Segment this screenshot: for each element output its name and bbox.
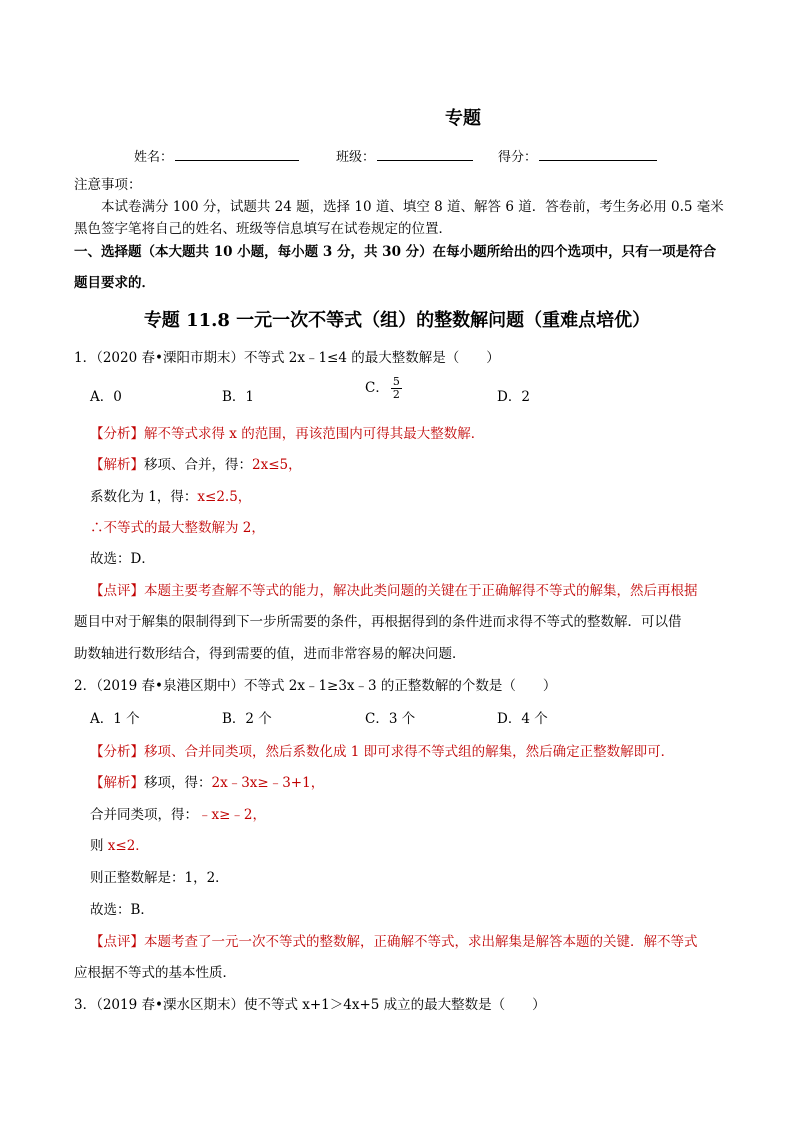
- score-field: [498, 146, 657, 165]
- score-label: 得分：: [498, 150, 538, 165]
- class-field: [336, 146, 473, 165]
- q2-step-2-expr: ﹣x≥﹣2，: [198, 807, 267, 823]
- q1-step-2-expr: x≤2.5，: [197, 489, 252, 505]
- q1-step-2: [90, 485, 251, 505]
- q1-solution-expr: 2x≤5，: [252, 457, 302, 473]
- q1-comment-text-1: 【点评】本题主要考查解不等式的能力，解决此类问题的关键在于正确解得不等式的解集，然后再根据: [90, 583, 698, 599]
- q1-answer: 故选：D．: [90, 551, 155, 567]
- notice-heading: 注意事项：: [74, 177, 142, 193]
- score-blank[interactable]: [539, 148, 657, 161]
- q2-solution-text: 移项，得：: [144, 775, 212, 791]
- q1-step-2-text: 系数化为 1，得：: [90, 489, 198, 505]
- q2-step-2: [90, 803, 266, 823]
- q2-stem: 2．（2019 春•泉港区期中）不等式 2x﹣1≥3x﹣3 的正整数解的个数是（ ）: [74, 678, 557, 694]
- q1-analysis: 【分析】解不等式求得 x 的范围，再该范围内可得其最大整数解．: [90, 426, 485, 442]
- q1-comment-line-1: [90, 579, 698, 599]
- q2-option-a[interactable]: A．1 个: [90, 711, 140, 727]
- q2-answer: 故选：B．: [90, 902, 154, 918]
- q2-option-d[interactable]: D．4 个: [497, 711, 548, 727]
- section-heading-line-1: 一、选择题（本大题共 10 小题，每小题 3 分，共 30 分）在每小题所给出的四个选项中，只有一项是符合: [74, 244, 717, 260]
- notice-line-2: 黑色签字笔将自己的姓名、班级等信息填写在试卷规定的位置．: [74, 221, 452, 237]
- q2-step-3: [90, 834, 149, 854]
- name-label: 姓名：: [134, 150, 174, 165]
- fraction-denominator: 2: [392, 388, 400, 401]
- q1-stem: 1．（2020 春•溧阳市期末）不等式 2x﹣1≤4 的最大整数解是（ ）: [74, 350, 500, 366]
- page-title: 专题: [445, 108, 481, 129]
- q1-option-b[interactable]: B．1: [222, 389, 255, 405]
- q2-option-c[interactable]: C．3 个: [365, 711, 416, 727]
- notice-line-1: 本试卷满分 100 分，试题共 24 题，选择 10 道、填空 8 道、解答 6 道．答卷前，考生务必用 0.5 毫米: [101, 199, 724, 215]
- q2-analysis: 【分析】移项、合并同类项，然后系数化成 1 即可求得不等式组的解集，然后确定正整数解即可．: [90, 744, 675, 760]
- q1-step-3: ∴不等式的最大整数解为 2，: [90, 520, 265, 536]
- section-heading-line-2: 题目要求的．: [74, 275, 155, 291]
- q1-comment-line-2: 题目中对于解集的限制得到下一步所需要的条件，再根据得到的条件进而求得不等式的整数解．可以借: [74, 614, 682, 630]
- q1-option-d[interactable]: D．2: [497, 389, 530, 405]
- q1-option-c[interactable]: [365, 376, 402, 401]
- q2-step-2-text: 合并同类项，得：: [90, 807, 198, 823]
- class-label: 班级：: [336, 150, 376, 165]
- q1-solution: [90, 453, 302, 473]
- q1-solution-tag: 【解析】: [90, 457, 144, 473]
- name-blank[interactable]: [175, 148, 299, 161]
- class-blank[interactable]: [377, 148, 473, 161]
- q2-step-3-expr: x≤2．: [107, 838, 149, 854]
- q1-option-c-label: C．: [365, 380, 389, 396]
- q1-option-a[interactable]: A．0: [90, 389, 122, 405]
- q2-comment-line-2: 应根据不等式的基本性质．: [74, 965, 236, 981]
- q2-option-b[interactable]: B．2 个: [222, 711, 272, 727]
- q3-stem: 3．（2019 春•溧水区期末）使不等式 x+1＞4x+5 成立的最大整数是（ ）: [74, 997, 546, 1013]
- fraction-numerator: 5: [392, 375, 400, 388]
- q2-step-4: 则正整数解是：1，2．: [90, 870, 229, 886]
- q1-option-c-fraction: [391, 376, 402, 401]
- topic-subtitle: 专题 11.8 一元一次不等式（组）的整数解问题（重难点培优）: [143, 310, 651, 331]
- q2-comment-line-1: 【点评】本题考查了一元一次不等式的整数解，正确解不等式，求出解集是解答本题的关键．解不等式: [90, 934, 698, 950]
- q2-solution-tag: 【解析】: [90, 775, 144, 791]
- q1-comment-line-3: 助数轴进行数形结合，得到需要的值，进而非常容易的解决问题．: [74, 646, 466, 662]
- q1-solution-text: 移项、合并，得：: [144, 457, 252, 473]
- q2-step-3-text: 则: [90, 838, 108, 854]
- name-field: [134, 146, 299, 165]
- q2-solution-expr: 2x﹣3x≥﹣3+1，: [211, 775, 325, 791]
- q2-solution: [90, 771, 324, 791]
